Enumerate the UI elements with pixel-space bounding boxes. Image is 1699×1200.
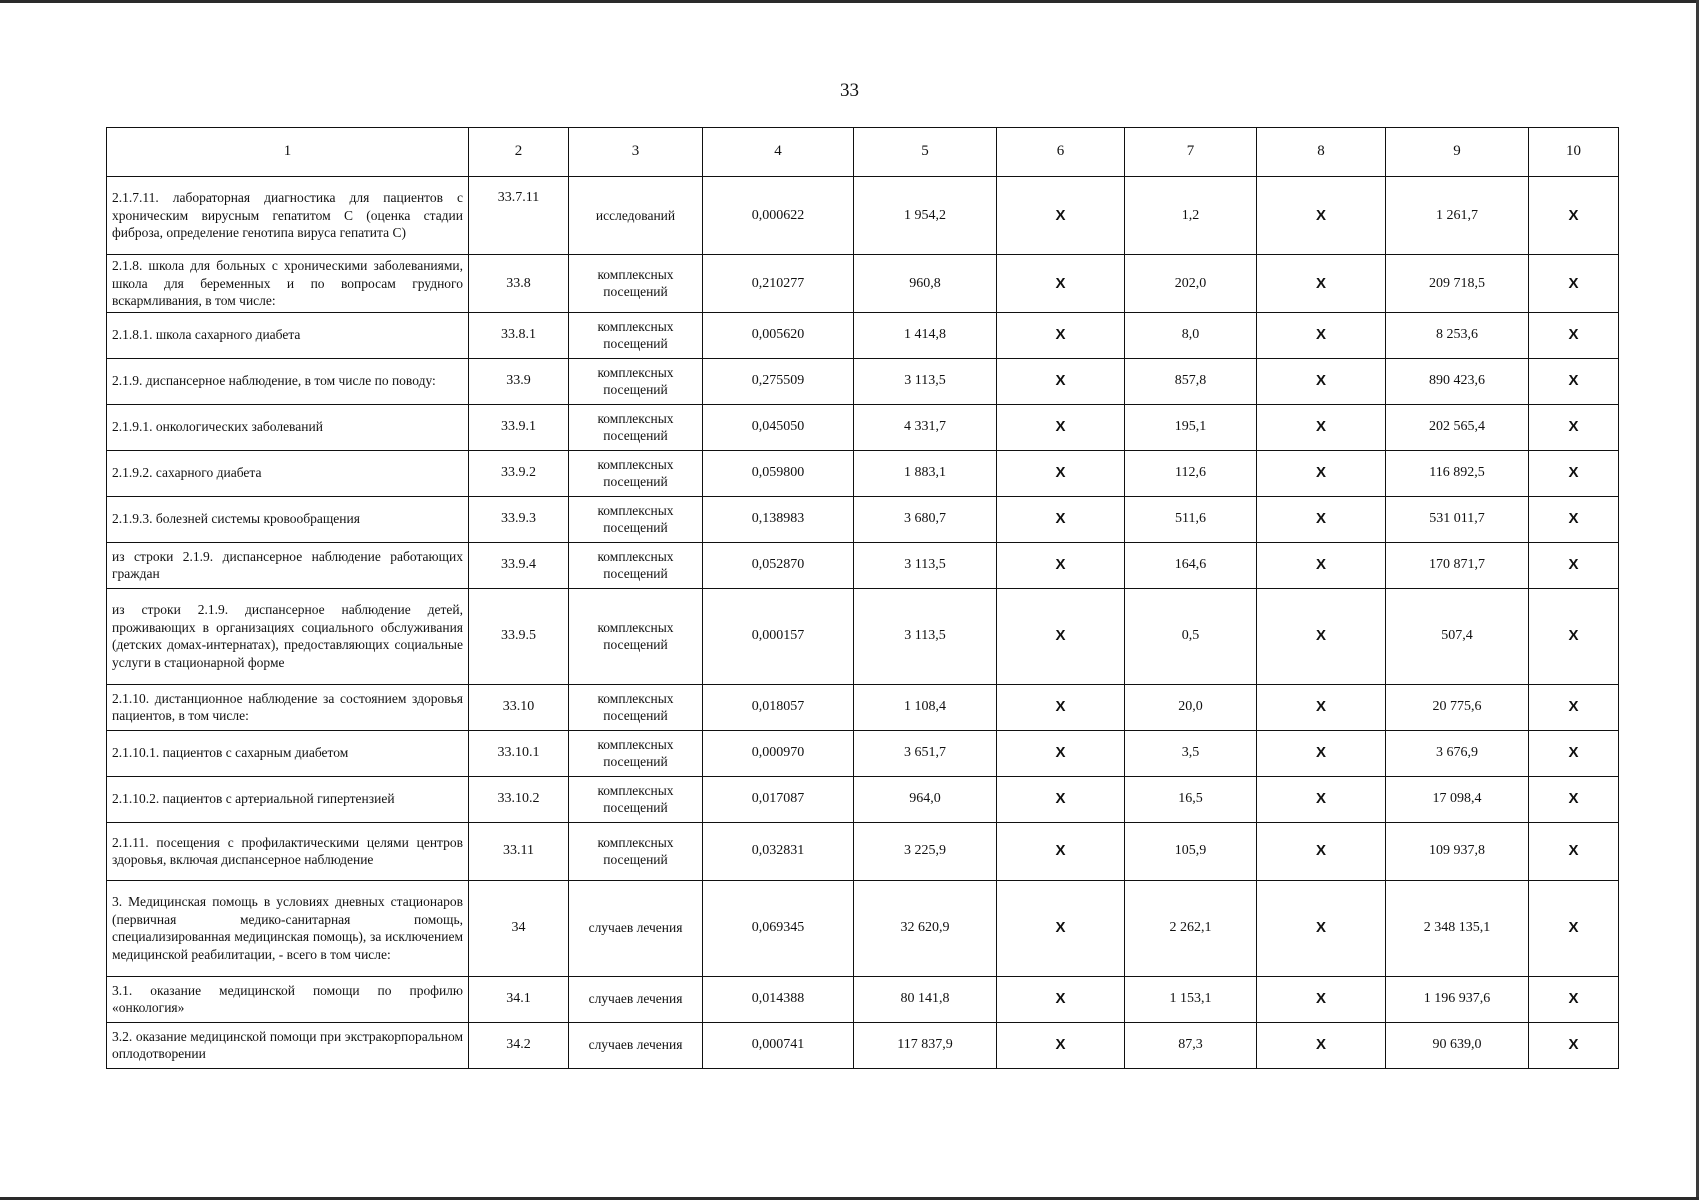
- cell-col4: 0,138983: [703, 496, 854, 542]
- cell-col4: 0,059800: [703, 450, 854, 496]
- cell-col5: 32 620,9: [854, 880, 997, 976]
- cell-col7: 195,1: [1125, 404, 1257, 450]
- cell-col4: 0,014388: [703, 976, 854, 1022]
- cell-col10: X: [1529, 177, 1619, 255]
- cell-col10: X: [1529, 880, 1619, 976]
- row-name: 2.1.9. диспансерное наблюдение, в том числе по поводу:: [107, 358, 469, 404]
- cell-col4: 0,017087: [703, 776, 854, 822]
- row-name: 3.1. оказание медицинской помощи по профилю «онкология»: [107, 976, 469, 1022]
- row-name: 2.1.9.3. болезней системы кровообращения: [107, 496, 469, 542]
- cell-col4: 0,045050: [703, 404, 854, 450]
- cell-col8: X: [1257, 588, 1386, 684]
- cell-col10: X: [1529, 776, 1619, 822]
- row-unit: комплексных посещений: [569, 588, 703, 684]
- header-cell: 5: [854, 128, 997, 177]
- row-name: 2.1.10.2. пациентов с артериальной гипертензией: [107, 776, 469, 822]
- cell-col6: X: [997, 880, 1125, 976]
- cell-col7: 16,5: [1125, 776, 1257, 822]
- cell-col8: X: [1257, 496, 1386, 542]
- row-unit: комплексных посещений: [569, 312, 703, 358]
- cell-col10: X: [1529, 312, 1619, 358]
- cell-col10: X: [1529, 976, 1619, 1022]
- row-unit: комплексных посещений: [569, 822, 703, 880]
- row-code: 34.2: [469, 1022, 569, 1068]
- cell-col6: X: [997, 1022, 1125, 1068]
- row-code: 33.7.11: [469, 177, 569, 255]
- cell-col8: X: [1257, 312, 1386, 358]
- cell-col10: X: [1529, 1022, 1619, 1068]
- table-row: [107, 358, 1619, 404]
- cell-col8: X: [1257, 880, 1386, 976]
- row-unit: комплексных посещений: [569, 684, 703, 730]
- cell-col6: X: [997, 404, 1125, 450]
- header-cell: 6: [997, 128, 1125, 177]
- cell-col6: X: [997, 976, 1125, 1022]
- header-cell: 7: [1125, 128, 1257, 177]
- cell-col9: 90 639,0: [1386, 1022, 1529, 1068]
- row-unit: комплексных посещений: [569, 496, 703, 542]
- row-name: 2.1.8. школа для больных с хроническими заболеваниями, школа для беременных и по вопросам грудного вскармливания, в том числе:: [107, 255, 469, 313]
- table-row: [107, 404, 1619, 450]
- cell-col4: 0,000622: [703, 177, 854, 255]
- row-name: 2.1.8.1. школа сахарного диабета: [107, 312, 469, 358]
- cell-col9: 507,4: [1386, 588, 1529, 684]
- header-cell: 8: [1257, 128, 1386, 177]
- table-row: [107, 1022, 1619, 1068]
- cell-col9: 20 775,6: [1386, 684, 1529, 730]
- cell-col9: 531 011,7: [1386, 496, 1529, 542]
- cell-col8: X: [1257, 684, 1386, 730]
- table-row: [107, 730, 1619, 776]
- row-unit: случаев лечения: [569, 880, 703, 976]
- header-cell: 2: [469, 128, 569, 177]
- cell-col8: X: [1257, 776, 1386, 822]
- cell-col5: 1 883,1: [854, 450, 997, 496]
- row-name: 2.1.9.2. сахарного диабета: [107, 450, 469, 496]
- cell-col5: 3 651,7: [854, 730, 997, 776]
- table-row: [107, 255, 1619, 313]
- cell-col6: X: [997, 684, 1125, 730]
- row-unit: комплексных посещений: [569, 730, 703, 776]
- cell-col8: X: [1257, 1022, 1386, 1068]
- row-unit: комплексных посещений: [569, 255, 703, 313]
- row-code: 33.11: [469, 822, 569, 880]
- row-unit: комплексных посещений: [569, 450, 703, 496]
- table-row: [107, 880, 1619, 976]
- cell-col6: X: [997, 730, 1125, 776]
- cell-col9: 890 423,6: [1386, 358, 1529, 404]
- header-cell: 9: [1386, 128, 1529, 177]
- cell-col4: 0,275509: [703, 358, 854, 404]
- row-unit: случаев лечения: [569, 1022, 703, 1068]
- cell-col9: 109 937,8: [1386, 822, 1529, 880]
- cell-col4: 0,069345: [703, 880, 854, 976]
- row-code: 33.9: [469, 358, 569, 404]
- cell-col10: X: [1529, 404, 1619, 450]
- cell-col7: 3,5: [1125, 730, 1257, 776]
- row-code: 33.8.1: [469, 312, 569, 358]
- cell-col9: 8 253,6: [1386, 312, 1529, 358]
- table-row: [107, 312, 1619, 358]
- row-unit: комплексных посещений: [569, 358, 703, 404]
- cell-col7: 164,6: [1125, 542, 1257, 588]
- cell-col6: X: [997, 496, 1125, 542]
- row-code: 33.9.1: [469, 404, 569, 450]
- tariff-table: [106, 127, 1619, 1069]
- cell-col8: X: [1257, 255, 1386, 313]
- cell-col10: X: [1529, 542, 1619, 588]
- cell-col8: X: [1257, 976, 1386, 1022]
- cell-col5: 1 954,2: [854, 177, 997, 255]
- cell-col10: X: [1529, 255, 1619, 313]
- cell-col9: 2 348 135,1: [1386, 880, 1529, 976]
- table-row: [107, 822, 1619, 880]
- cell-col7: 0,5: [1125, 588, 1257, 684]
- cell-col9: 1 261,7: [1386, 177, 1529, 255]
- cell-col5: 80 141,8: [854, 976, 997, 1022]
- header-cell: 4: [703, 128, 854, 177]
- cell-col6: X: [997, 588, 1125, 684]
- cell-col10: X: [1529, 684, 1619, 730]
- cell-col5: 3 680,7: [854, 496, 997, 542]
- cell-col6: X: [997, 776, 1125, 822]
- cell-col5: 1 414,8: [854, 312, 997, 358]
- row-code: 33.10: [469, 684, 569, 730]
- cell-col10: X: [1529, 450, 1619, 496]
- cell-col4: 0,000157: [703, 588, 854, 684]
- cell-col10: X: [1529, 588, 1619, 684]
- table-row: [107, 177, 1619, 255]
- row-code: 34.1: [469, 976, 569, 1022]
- cell-col7: 857,8: [1125, 358, 1257, 404]
- cell-col7: 511,6: [1125, 496, 1257, 542]
- cell-col6: X: [997, 542, 1125, 588]
- table-row: [107, 684, 1619, 730]
- scan-top-edge: [0, 0, 1699, 3]
- cell-col4: 0,000970: [703, 730, 854, 776]
- cell-col9: 116 892,5: [1386, 450, 1529, 496]
- cell-col8: X: [1257, 542, 1386, 588]
- row-name: 2.1.7.11. лабораторная диагностика для пациентов с хроническим вирусным гепатитом С (оценка стадии фиброза, определение генотипа вируса гепатита С): [107, 177, 469, 255]
- cell-col5: 117 837,9: [854, 1022, 997, 1068]
- table-row: [107, 976, 1619, 1022]
- cell-col5: 3 113,5: [854, 542, 997, 588]
- row-code: 33.9.5: [469, 588, 569, 684]
- row-name: 2.1.10.1. пациентов с сахарным диабетом: [107, 730, 469, 776]
- cell-col5: 960,8: [854, 255, 997, 313]
- table-row: [107, 588, 1619, 684]
- row-code: 34: [469, 880, 569, 976]
- cell-col8: X: [1257, 177, 1386, 255]
- cell-col7: 1 153,1: [1125, 976, 1257, 1022]
- cell-col7: 202,0: [1125, 255, 1257, 313]
- cell-col6: X: [997, 312, 1125, 358]
- cell-col6: X: [997, 822, 1125, 880]
- cell-col5: 3 113,5: [854, 358, 997, 404]
- cell-col4: 0,000741: [703, 1022, 854, 1068]
- cell-col9: 209 718,5: [1386, 255, 1529, 313]
- cell-col4: 0,018057: [703, 684, 854, 730]
- row-code: 33.10.1: [469, 730, 569, 776]
- cell-col5: 3 225,9: [854, 822, 997, 880]
- cell-col7: 112,6: [1125, 450, 1257, 496]
- cell-col7: 8,0: [1125, 312, 1257, 358]
- table-row: [107, 776, 1619, 822]
- cell-col7: 1,2: [1125, 177, 1257, 255]
- cell-col5: 964,0: [854, 776, 997, 822]
- cell-col4: 0,032831: [703, 822, 854, 880]
- row-name: 3.2. оказание медицинской помощи при экстракорпоральном оплодотворении: [107, 1022, 469, 1068]
- cell-col10: X: [1529, 358, 1619, 404]
- row-name: 3. Медицинская помощь в условиях дневных стационаров (первичная медико-санитарная помощь, специализированная медицинская помощь), за исключением медицинской реабилитации, - всего в том числе:: [107, 880, 469, 976]
- cell-col7: 2 262,1: [1125, 880, 1257, 976]
- header-cell: 1: [107, 128, 469, 177]
- cell-col7: 105,9: [1125, 822, 1257, 880]
- row-code: 33.9.2: [469, 450, 569, 496]
- cell-col9: 3 676,9: [1386, 730, 1529, 776]
- cell-col8: X: [1257, 730, 1386, 776]
- cell-col5: 4 331,7: [854, 404, 997, 450]
- row-unit: исследований: [569, 177, 703, 255]
- cell-col8: X: [1257, 358, 1386, 404]
- cell-col10: X: [1529, 496, 1619, 542]
- table-row: [107, 542, 1619, 588]
- cell-col9: 202 565,4: [1386, 404, 1529, 450]
- table-row: [107, 450, 1619, 496]
- row-name: 2.1.11. посещения с профилактическими целями центров здоровья, включая диспансерное наблюдение: [107, 822, 469, 880]
- row-code: 33.9.4: [469, 542, 569, 588]
- cell-col8: X: [1257, 404, 1386, 450]
- cell-col9: 1 196 937,6: [1386, 976, 1529, 1022]
- page-number: 33: [840, 80, 859, 101]
- cell-col6: X: [997, 450, 1125, 496]
- cell-col4: 0,210277: [703, 255, 854, 313]
- row-unit: случаев лечения: [569, 976, 703, 1022]
- cell-col9: 170 871,7: [1386, 542, 1529, 588]
- row-name: из строки 2.1.9. диспансерное наблюдение работающих граждан: [107, 542, 469, 588]
- cell-col5: 3 113,5: [854, 588, 997, 684]
- cell-col7: 20,0: [1125, 684, 1257, 730]
- cell-col6: X: [997, 177, 1125, 255]
- header-cell: 10: [1529, 128, 1619, 177]
- cell-col10: X: [1529, 822, 1619, 880]
- cell-col8: X: [1257, 822, 1386, 880]
- table-row: [107, 496, 1619, 542]
- row-code: 33.9.3: [469, 496, 569, 542]
- row-unit: комплексных посещений: [569, 404, 703, 450]
- row-code: 33.10.2: [469, 776, 569, 822]
- cell-col10: X: [1529, 730, 1619, 776]
- cell-col9: 17 098,4: [1386, 776, 1529, 822]
- cell-col6: X: [997, 358, 1125, 404]
- cell-col7: 87,3: [1125, 1022, 1257, 1068]
- row-name: 2.1.9.1. онкологических заболеваний: [107, 404, 469, 450]
- row-code: 33.8: [469, 255, 569, 313]
- cell-col4: 0,005620: [703, 312, 854, 358]
- cell-col5: 1 108,4: [854, 684, 997, 730]
- cell-col4: 0,052870: [703, 542, 854, 588]
- cell-col6: X: [997, 255, 1125, 313]
- row-name: из строки 2.1.9. диспансерное наблюдение детей, проживающих в организациях социального обслуживания (детских домах-интернатах), предоставляющих социальные услуги в стационарной форме: [107, 588, 469, 684]
- header-row: [107, 128, 1619, 177]
- row-unit: комплексных посещений: [569, 542, 703, 588]
- cell-col8: X: [1257, 450, 1386, 496]
- row-name: 2.1.10. дистанционное наблюдение за состоянием здоровья пациентов, в том числе:: [107, 684, 469, 730]
- header-cell: 3: [569, 128, 703, 177]
- row-unit: комплексных посещений: [569, 776, 703, 822]
